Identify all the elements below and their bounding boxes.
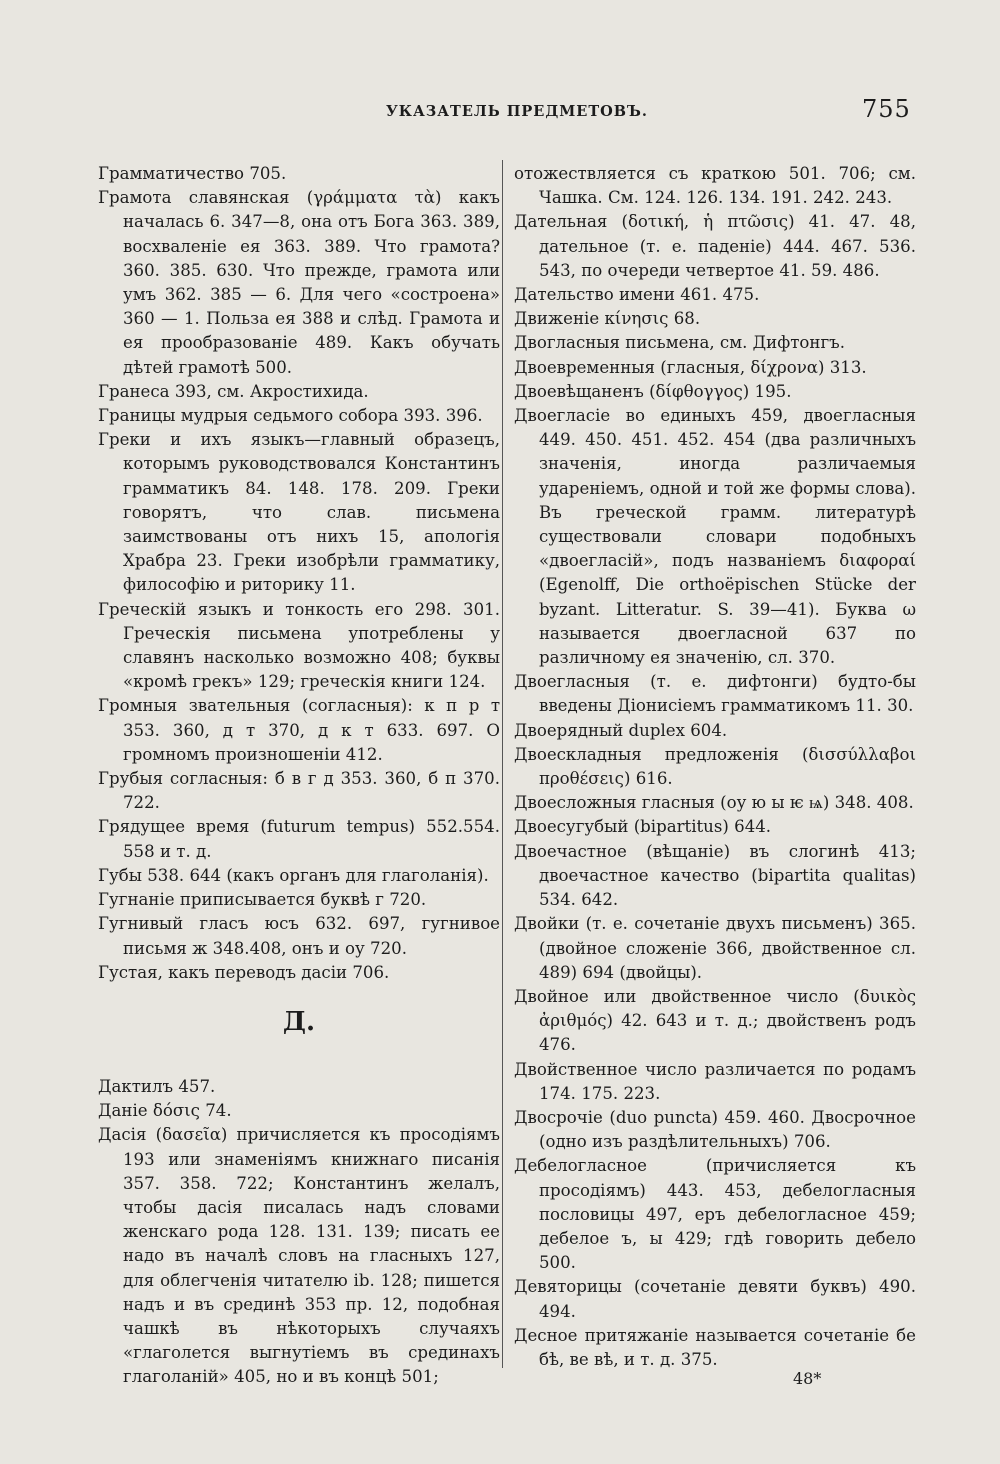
left-entries-after — [98, 1075, 500, 1390]
index-entry: Двойственное число различается по родамъ 174. 175. 223. — [514, 1059, 916, 1103]
index-entry: Двоегласіе во единыхъ 459, двоегласныя 449. 450. 451. 452. 454 (два различныхъ значенія, иногда различаемыя удареніемъ, одной и той же формы слова). Въ греческой грамм. литературѣ существовали словари подобныхъ «двоегласій», подъ названіемъ διαφοραί (Egenolff, Die orthoëpischen Stücke der byzant. Litteratur. S. 39—41). Буква ω называется двоегласной 637 по различному ея значенію, сл. 370. — [514, 406, 916, 668]
index-entry: Движеніе κίνησις 68. — [514, 309, 701, 329]
index-entry: Двоевременныя (гласныя, δίχρονα) 313. — [514, 357, 867, 377]
running-title: УКАЗАТЕЛЬ ПРЕДМЕТОВЪ. — [386, 103, 648, 120]
index-entry: Дательная (δοτική, ἡ πτῶσις) 41. 47. 48, дательное (т. е. паденіе) 444. 467. 536. 543, по очереди четвертое 41. 59. 486. — [514, 212, 916, 280]
index-entry: Гугнаніе приписывается буквѣ г 720. — [98, 890, 427, 910]
index-entry: Границы мудрыя седьмого собора 393. 396. — [98, 406, 483, 426]
index-entry: Двоевѣщаненъ (δίφθογγος) 195. — [514, 381, 792, 401]
right-column — [514, 162, 916, 1372]
index-entry: отожествляется съ краткою 501. 706; см. Чашка. См. 124. 126. 134. 191. 242. 243. — [514, 164, 916, 208]
index-entry: Дебелогласное (причисляется къ просодіямъ) 443. 453, дебелогласныя пословицы 497, еръ дебелогласное 459; дебелое ъ, ы 429; гдѣ говорить дебело 500. — [514, 1156, 916, 1273]
index-entry: Десное притяжаніе называется сочетаніе бе бѣ, ве вѣ, и т. д. 375. — [514, 1325, 916, 1369]
index-entry: Громныя звательныя (согласныя): к п р т 353. 360, д т 370, д к т 633. 697. О громномъ произношеніи 412. — [98, 696, 500, 764]
index-entry: Двоерядный duplex 604. — [514, 720, 728, 740]
column-divider — [502, 160, 503, 1368]
index-entry: Двосрочіе (duo puncta) 459. 460. Двосрочное (одно изъ раздѣлительныхъ) 706. — [514, 1107, 916, 1152]
index-entry: Греки и ихъ языкъ—главный образецъ, которымъ руководствовался Константинъ грамматикъ 84. 148. 178. 209. Греки говорятъ, что слав. письмена заимствованы отъ нихъ 15, апологія Храбра 23. Греки изобрѣли грамматику, философію и риторику 11. — [98, 430, 500, 595]
index-entry: Гугнивый гласъ юсъ 632. 697, гугнивое письмя ж 348.408, онъ и оу 720. — [98, 914, 500, 958]
index-entry: Двогласныя письмена, см. Дифтонгъ. — [514, 333, 845, 353]
right-entries — [514, 162, 916, 1372]
index-entry: Губы 538. 644 (какъ органъ для глаголанія). — [98, 865, 489, 885]
index-entry: Двоегласныя (т. е. дифтонги) будто-бы введены Діонисіемъ грамматикомъ 11. 30. — [514, 672, 916, 716]
left-column — [98, 162, 500, 1390]
index-entry: Даніе δόσις 74. — [98, 1101, 232, 1121]
index-entry: Густая, какъ переводъ дасіи 706. — [98, 962, 390, 982]
index-entry: Грамота славянская (γράμματα τὰ) какъ началась 6. 347—8, она отъ Бога 363. 389, восхваленіе ея 363. 389. Что грамота? 360. 385. 630. Что прежде, грамота или умъ 362. 385 — 6. Для чего «состроена» 360 — 1. Польза ея 388 и слѣд. Грамота и ея прообразованіе 489. Какъ обучать дѣтей грамотѣ 500. — [98, 188, 500, 377]
index-entry: Девяторицы (сочетаніе девяти буквъ) 490. 494. — [514, 1277, 916, 1321]
index-entry: Греческій языкъ и тонкость его 298. 301. Греческія письмена употреблены у славянъ насколько возможно 408; буквы «кромѣ грекъ» 129; греческія книги 124. — [98, 599, 500, 692]
index-entry: Двоескладныя предложенія (δισσύλλαβοι προθέσεις) 616. — [514, 744, 916, 789]
index-entry: Гранеса 393, см. Акростихида. — [98, 381, 369, 401]
index-entry: Двойки (т. е. сочетаніе двухъ письменъ) 365. (двойное сложеніе 366, двойственное сл. 489) 694 (двойцы). — [514, 914, 916, 982]
index-entry: Дактилъ 457. — [98, 1076, 216, 1096]
index-entry: Двоесложныя гласныя (оу ю ы ѥ ѩ) 348. 408. — [514, 793, 914, 813]
index-entry: Грамматичество 705. — [98, 164, 287, 183]
index-entry: Дасія (δασεῖα) причисляется къ просодіямъ 193 или знаменіямъ книжнаго писанія 357. 358. 722; Константинъ желалъ, чтобы дасія писалась надъ словами женскаго рода 128. 131. 139; писать ее надо въ началѣ словъ на гласныхъ 127, для облегченія читателю ib. 128; пишется надъ и въ срединѣ 353 пр. 12, подобная чашкѣ въ нѣкоторыхъ случаяхъ «глаголется выгнутіемъ въ срединахъ глаголаній» 405, но и въ концѣ 501; — [98, 1125, 500, 1387]
index-entry: Грядущее время (futurum tempus) 552.554. 558 и т. д. — [98, 817, 500, 861]
index-entry: Грубыя согласныя: б в г д 353. 360, б п 370. 722. — [98, 769, 500, 813]
index-entry: Двойное или двойственное число (δυικὸς ἀριθμός) 42. 643 и т. д.; двойственъ родъ 476. — [514, 986, 916, 1055]
printer-signature: 48* — [793, 1369, 822, 1388]
page-number: 755 — [862, 95, 911, 123]
left-entries-before — [98, 162, 500, 985]
section-letter: Д. — [282, 1006, 316, 1037]
index-entry: Дательство имени 461. 475. — [514, 285, 760, 305]
index-entry: Двоесугубый (bipartitus) 644. — [514, 817, 772, 837]
index-entry: Двоечастное (вѣщаніе) въ слогинѣ 413; двоечастное качество (bipartita qualitas) 534. 642. — [514, 841, 916, 910]
